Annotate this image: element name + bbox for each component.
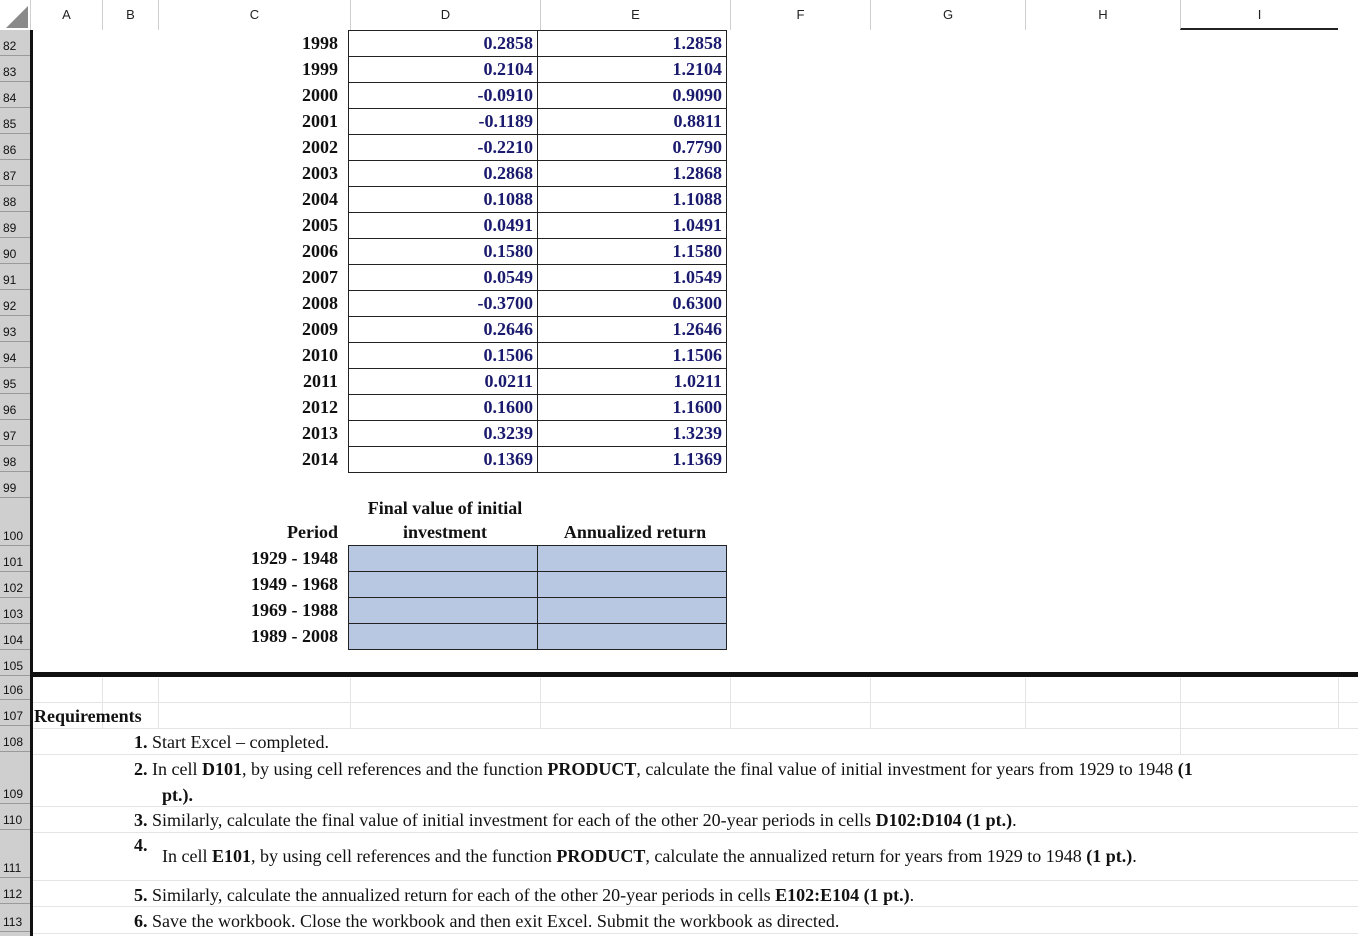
row-header-84[interactable]: 84 [0, 82, 30, 108]
requirement-6-text: Save the workbook. Close the workbook and then exit Excel. Submit the workbook as directed. [152, 911, 840, 931]
column-header-e[interactable]: E [540, 0, 730, 30]
requirement-5-text-a: Similarly, calculate the annualized return for each of the other 20-year periods in cells [152, 885, 776, 905]
requirement-2-cell-ref: D101 [201, 759, 242, 779]
row-header-95[interactable]: 95 [0, 368, 30, 394]
requirement-4-cell-ref: E101 [211, 846, 251, 866]
select-all-triangle-icon [0, 0, 30, 30]
year-cell[interactable]: 2001 [302, 111, 338, 131]
year-cell[interactable]: 1999 [302, 59, 338, 79]
row-header-96[interactable]: 96 [0, 394, 30, 420]
year-cell[interactable]: 2002 [302, 137, 338, 157]
final-value-header-line1: Final value of initial [367, 498, 523, 518]
row-header-111[interactable]: 111 [0, 830, 30, 878]
return-rate-cell[interactable]: -0.3700 [348, 290, 538, 317]
growth-factor-cell[interactable]: 0.6300 [537, 290, 727, 317]
return-rate-cell[interactable]: 0.2858 [348, 30, 538, 57]
return-rate-cell[interactable]: 0.2868 [348, 160, 538, 187]
year-cell[interactable]: 2012 [302, 397, 338, 417]
return-rate-cell[interactable]: 0.1369 [348, 446, 538, 473]
column-header-d[interactable]: D [350, 0, 540, 30]
growth-factor-cell[interactable]: 1.1369 [537, 446, 727, 473]
row-header-110[interactable]: 110 [0, 804, 30, 830]
annualized-return-input-cell[interactable] [537, 571, 727, 598]
return-rate-cell[interactable]: -0.2210 [348, 134, 538, 161]
return-rate-cell[interactable]: 0.1600 [348, 394, 538, 421]
row-header-94[interactable]: 94 [0, 342, 30, 368]
row-header-87[interactable]: 87 [0, 160, 30, 186]
growth-factor-cell[interactable]: 1.0211 [537, 368, 727, 395]
row-header-101[interactable]: 101 [0, 546, 30, 572]
period-label-cell[interactable]: 1949 - 1968 [251, 574, 338, 594]
row-header-100[interactable]: 100 [0, 498, 30, 546]
row-header-85[interactable]: 85 [0, 108, 30, 134]
row-header-92[interactable]: 92 [0, 290, 30, 316]
final-value-input-cell[interactable] [348, 623, 538, 650]
column-header-c[interactable]: C [158, 0, 350, 30]
requirement-1-number: 1. [134, 732, 148, 752]
return-rate-cell[interactable]: 0.1580 [348, 238, 538, 265]
row-header-109[interactable]: 109 [0, 752, 30, 804]
growth-factor-cell[interactable]: 0.8811 [537, 108, 727, 135]
growth-factor-cell[interactable]: 1.2858 [537, 30, 727, 57]
year-cell[interactable]: 2007 [302, 267, 338, 287]
year-cell[interactable]: 2011 [302, 371, 338, 391]
row-header-97[interactable]: 97 [0, 420, 30, 446]
row-header-99[interactable]: 99 [0, 472, 30, 498]
requirement-3[interactable] [134, 807, 1017, 833]
year-cell[interactable]: 2014 [302, 449, 338, 469]
column-header-bar [0, 0, 1358, 30]
year-cell[interactable]: 1998 [302, 33, 338, 53]
requirement-2-number: 2. [134, 759, 148, 779]
requirements-title[interactable]: Requirements [34, 706, 142, 726]
year-cell[interactable]: 2005 [302, 215, 338, 235]
requirement-2-points: (1 [1177, 759, 1193, 779]
annualized-return-header[interactable]: Annualized return [563, 522, 707, 542]
annualized-return-input-cell[interactable] [537, 545, 727, 572]
growth-factor-cell[interactable]: 1.0549 [537, 264, 727, 291]
year-cell[interactable]: 2003 [302, 163, 338, 183]
return-rate-cell[interactable]: 0.1088 [348, 186, 538, 213]
requirement-4-function: PRODUCT [556, 846, 646, 866]
row-header-89[interactable]: 89 [0, 212, 30, 238]
row-header-102[interactable]: 102 [0, 572, 30, 598]
requirement-5[interactable] [134, 882, 914, 908]
row-header-86[interactable]: 86 [0, 134, 30, 160]
requirement-3-number: 3. [134, 810, 148, 830]
select-all-corner[interactable] [0, 0, 30, 30]
return-rate-cell[interactable]: 0.0549 [348, 264, 538, 291]
return-rate-cell[interactable]: -0.0910 [348, 82, 538, 109]
year-cell[interactable]: 2010 [302, 345, 338, 365]
requirement-2-text-c: , calculate the final value of initial investment for years from 1929 to 1948 [636, 759, 1178, 779]
row-header-103[interactable]: 103 [0, 598, 30, 624]
requirement-1-text: Start Excel – completed. [152, 732, 329, 752]
return-rate-cell[interactable]: 0.1506 [348, 342, 538, 369]
requirement-4-number: 4. [134, 835, 148, 855]
requirement-2-continued: pt.). [162, 785, 193, 805]
requirement-1[interactable] [134, 730, 329, 754]
requirement-6-number: 6. [134, 911, 148, 931]
year-cell[interactable]: 2009 [302, 319, 338, 339]
column-header-f[interactable]: F [730, 0, 870, 30]
column-header-i[interactable]: I [1180, 0, 1338, 30]
requirement-3-range: D102:D104 (1 pt.) [875, 810, 1013, 830]
row-header-bar [0, 30, 33, 936]
requirement-3-text-b: . [1012, 810, 1017, 830]
requirement-2-text-a: In cell [152, 759, 202, 779]
return-rate-cell[interactable]: 0.2646 [348, 316, 538, 343]
requirement-4-text-d: . [1132, 846, 1137, 866]
requirement-4[interactable] [162, 843, 1137, 869]
requirement-3-text-a: Similarly, calculate the final value of initial investment for each of the other 20-year periods in cells [152, 810, 876, 830]
return-rate-cell[interactable]: 0.3239 [348, 420, 538, 447]
row-header-106[interactable]: 106 [0, 676, 30, 700]
row-header-104[interactable]: 104 [0, 624, 30, 650]
period-label-cell[interactable]: 1989 - 2008 [251, 626, 338, 646]
requirement-4-text-b: , by using cell references and the function [251, 846, 557, 866]
requirement-6[interactable] [134, 908, 839, 934]
growth-factor-cell[interactable]: 0.9090 [537, 82, 727, 109]
year-cell[interactable]: 2000 [302, 85, 338, 105]
row-header-107[interactable]: 107 [0, 700, 30, 726]
growth-factor-cell[interactable]: 1.1506 [537, 342, 727, 369]
growth-factor-cell[interactable]: 0.7790 [537, 134, 727, 161]
growth-factor-cell[interactable]: 1.2646 [537, 316, 727, 343]
growth-factor-cell[interactable]: 1.1580 [537, 238, 727, 265]
requirement-5-text-b: . [909, 885, 915, 905]
requirement-2-text-b: , by using cell references and the function [241, 759, 548, 779]
row-header-113[interactable]: 113 [0, 904, 30, 932]
row-header-112[interactable]: 112 [0, 878, 30, 904]
column-header-a[interactable]: A [30, 0, 102, 30]
annualized-return-input-cell[interactable] [537, 597, 727, 624]
growth-factor-cell[interactable]: 1.1600 [537, 394, 727, 421]
column-header-g[interactable]: G [870, 0, 1025, 30]
column-header-b[interactable]: B [102, 0, 158, 30]
period-header[interactable]: Period [287, 522, 338, 542]
year-cell[interactable]: 2006 [302, 241, 338, 261]
growth-factor-cell[interactable]: 1.0491 [537, 212, 727, 239]
row-header-105[interactable]: 105 [0, 650, 30, 676]
requirement-5-range: E102:E104 (1 pt.) [775, 885, 910, 905]
requirement-4-text-a: In cell [162, 846, 212, 866]
year-cell[interactable]: 2004 [302, 189, 338, 209]
frozen-pane-divider [33, 672, 1358, 677]
period-label-cell[interactable]: 1929 - 1948 [251, 548, 338, 568]
final-value-input-cell[interactable] [348, 545, 538, 572]
row-header-91[interactable]: 91 [0, 264, 30, 290]
row-header-90[interactable]: 90 [0, 238, 30, 264]
annualized-return-input-cell[interactable] [537, 623, 727, 650]
growth-factor-cell[interactable]: 1.2104 [537, 56, 727, 83]
growth-factor-cell[interactable]: 1.3239 [537, 420, 727, 447]
final-value-input-cell[interactable] [348, 571, 538, 598]
row-header-108[interactable]: 108 [0, 726, 30, 752]
column-header-h[interactable]: H [1025, 0, 1180, 30]
requirement-4-points: (1 pt.) [1086, 846, 1133, 866]
row-header-98[interactable]: 98 [0, 446, 30, 472]
return-rate-cell[interactable]: 0.2104 [348, 56, 538, 83]
row-header-93[interactable]: 93 [0, 316, 30, 342]
growth-factor-cell[interactable]: 1.1088 [537, 186, 727, 213]
row-header-83[interactable]: 83 [0, 56, 30, 82]
year-cell[interactable]: 2013 [302, 423, 338, 443]
return-rate-cell[interactable]: 0.0211 [348, 368, 538, 395]
requirement-5-number: 5. [134, 885, 148, 905]
return-rate-cell[interactable]: -0.1189 [348, 108, 538, 135]
requirement-2-function: PRODUCT [547, 759, 637, 779]
final-value-header-line2: investment [403, 522, 487, 542]
requirement-4-text-c: , calculate the annualized return for years from 1929 to 1948 [645, 846, 1087, 866]
final-value-header[interactable] [350, 496, 540, 544]
row-header-88[interactable]: 88 [0, 186, 30, 212]
requirement-2[interactable] [134, 756, 1193, 782]
period-label-cell[interactable]: 1969 - 1988 [251, 600, 338, 620]
row-header-82[interactable]: 82 [0, 30, 30, 56]
year-cell[interactable]: 2008 [302, 293, 338, 313]
return-rate-cell[interactable]: 0.0491 [348, 212, 538, 239]
growth-factor-cell[interactable]: 1.2868 [537, 160, 727, 187]
final-value-input-cell[interactable] [348, 597, 538, 624]
